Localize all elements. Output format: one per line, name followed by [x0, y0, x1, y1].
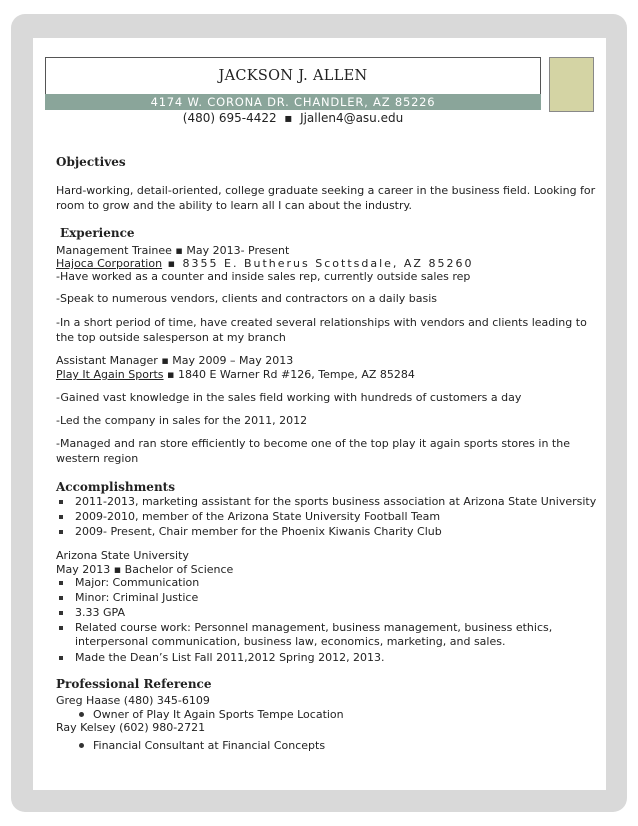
education-item: Minor: Criminal Justice [75, 591, 199, 604]
bullet-icon [59, 581, 63, 585]
degree-line: May 2013 ▪ Bachelor of Science [56, 563, 234, 576]
accent-square [549, 57, 594, 112]
job2-duty-1: -Gained vast knowledge in the sales field working with hundreds of customers a day [56, 391, 522, 404]
job2-company[interactable]: Play It Again Sports [56, 368, 164, 381]
contact-separator: ▪ [284, 111, 293, 125]
education-item: 3.33 GPA [75, 606, 125, 619]
job1-company[interactable]: Hajoca Corporation [56, 257, 163, 270]
experience-heading: Experience [60, 226, 135, 240]
objectives-line-2: room to grow and the ability to learn all I can about the industry. [56, 199, 412, 212]
education-item: Related course work: Personnel management, business management, business ethics, [75, 621, 553, 634]
references-heading: Professional Reference [56, 677, 212, 691]
bullet-icon [59, 515, 63, 519]
education-item: Made the Dean’s List Fall 2011,2012 Spring 2012, 2013. [75, 651, 385, 664]
address-bar: 4174 W. CORONA DR. CHANDLER, AZ 85226 [45, 94, 541, 110]
reference-1-detail: Owner of Play It Again Sports Tempe Location [93, 708, 344, 721]
reference-1-name: Greg Haase (480) 345-6109 [56, 694, 210, 707]
job2-title: Assistant Manager ▪ May 2009 – May 2013 [56, 354, 294, 367]
job1-duty-3b: the top outside salesperson at my branch [56, 331, 286, 344]
reference-2-name: Ray Kelsey (602) 980-2721 [56, 721, 206, 734]
job1-duty-2: -Speak to numerous vendors, clients and contractors on a daily basis [56, 292, 438, 305]
bullet-icon [59, 611, 63, 615]
bullet-icon [59, 626, 63, 630]
candidate-name: JACKSON J. ALLEN [218, 68, 368, 84]
bullet-icon [59, 656, 63, 660]
accomplishment-item: 2009- Present, Chair member for the Phoenix Kiwanis Charity Club [75, 525, 442, 538]
job1-duty-3a: -In a short period of time, have created several relationships with vendors and clients leading to [56, 316, 587, 329]
objectives-line-1: Hard-working, detail-oriented, college graduate seeking a career in the business field. Looking for [56, 184, 596, 197]
objectives-heading: Objectives [56, 155, 126, 169]
bullet-icon [59, 530, 63, 534]
school-name: Arizona State University [56, 549, 189, 562]
job2-duty-2: -Led the company in sales for the 2011, 2012 [56, 414, 308, 427]
accomplishment-item: 2011-2013, marketing assistant for the sports business association at Arizona State University [75, 495, 597, 508]
job1-duty-1: -Have worked as a counter and inside sales rep, currently outside sales rep [56, 270, 471, 283]
job2-duty-3a: -Managed and ran store efficiently to become one of the top play it again sports stores in the [56, 437, 570, 450]
job2-company-line [56, 367, 415, 382]
education-item: Major: Communication [75, 576, 200, 589]
contact-line [45, 111, 541, 125]
phone: (480) 695-4422 [182, 111, 277, 125]
education-item-continued: interpersonal communication, business law, economics, marketing, and sales. [75, 635, 506, 648]
bullet-icon [79, 743, 84, 748]
name-box [45, 57, 541, 95]
bullet-icon [79, 712, 84, 717]
job1-address: ▪ 8355 E. Butherus Scottsdale, AZ 85260 [162, 257, 474, 270]
reference-2-detail: Financial Consultant at Financial Concepts [93, 739, 326, 752]
job2-address: ▪ 1840 E Warner Rd #126, Tempe, AZ 85284 [163, 368, 415, 381]
accomplishment-item: 2009-2010, member of the Arizona State University Football Team [75, 510, 441, 523]
accomplishments-heading: Accomplishments [56, 480, 175, 494]
bullet-icon [59, 500, 63, 504]
job2-duty-3b: western region [56, 452, 139, 465]
bullet-icon [59, 596, 63, 600]
job1-title: Management Trainee ▪ May 2013- Present [56, 244, 290, 257]
email[interactable]: Jjallen4@asu.edu [300, 111, 404, 125]
